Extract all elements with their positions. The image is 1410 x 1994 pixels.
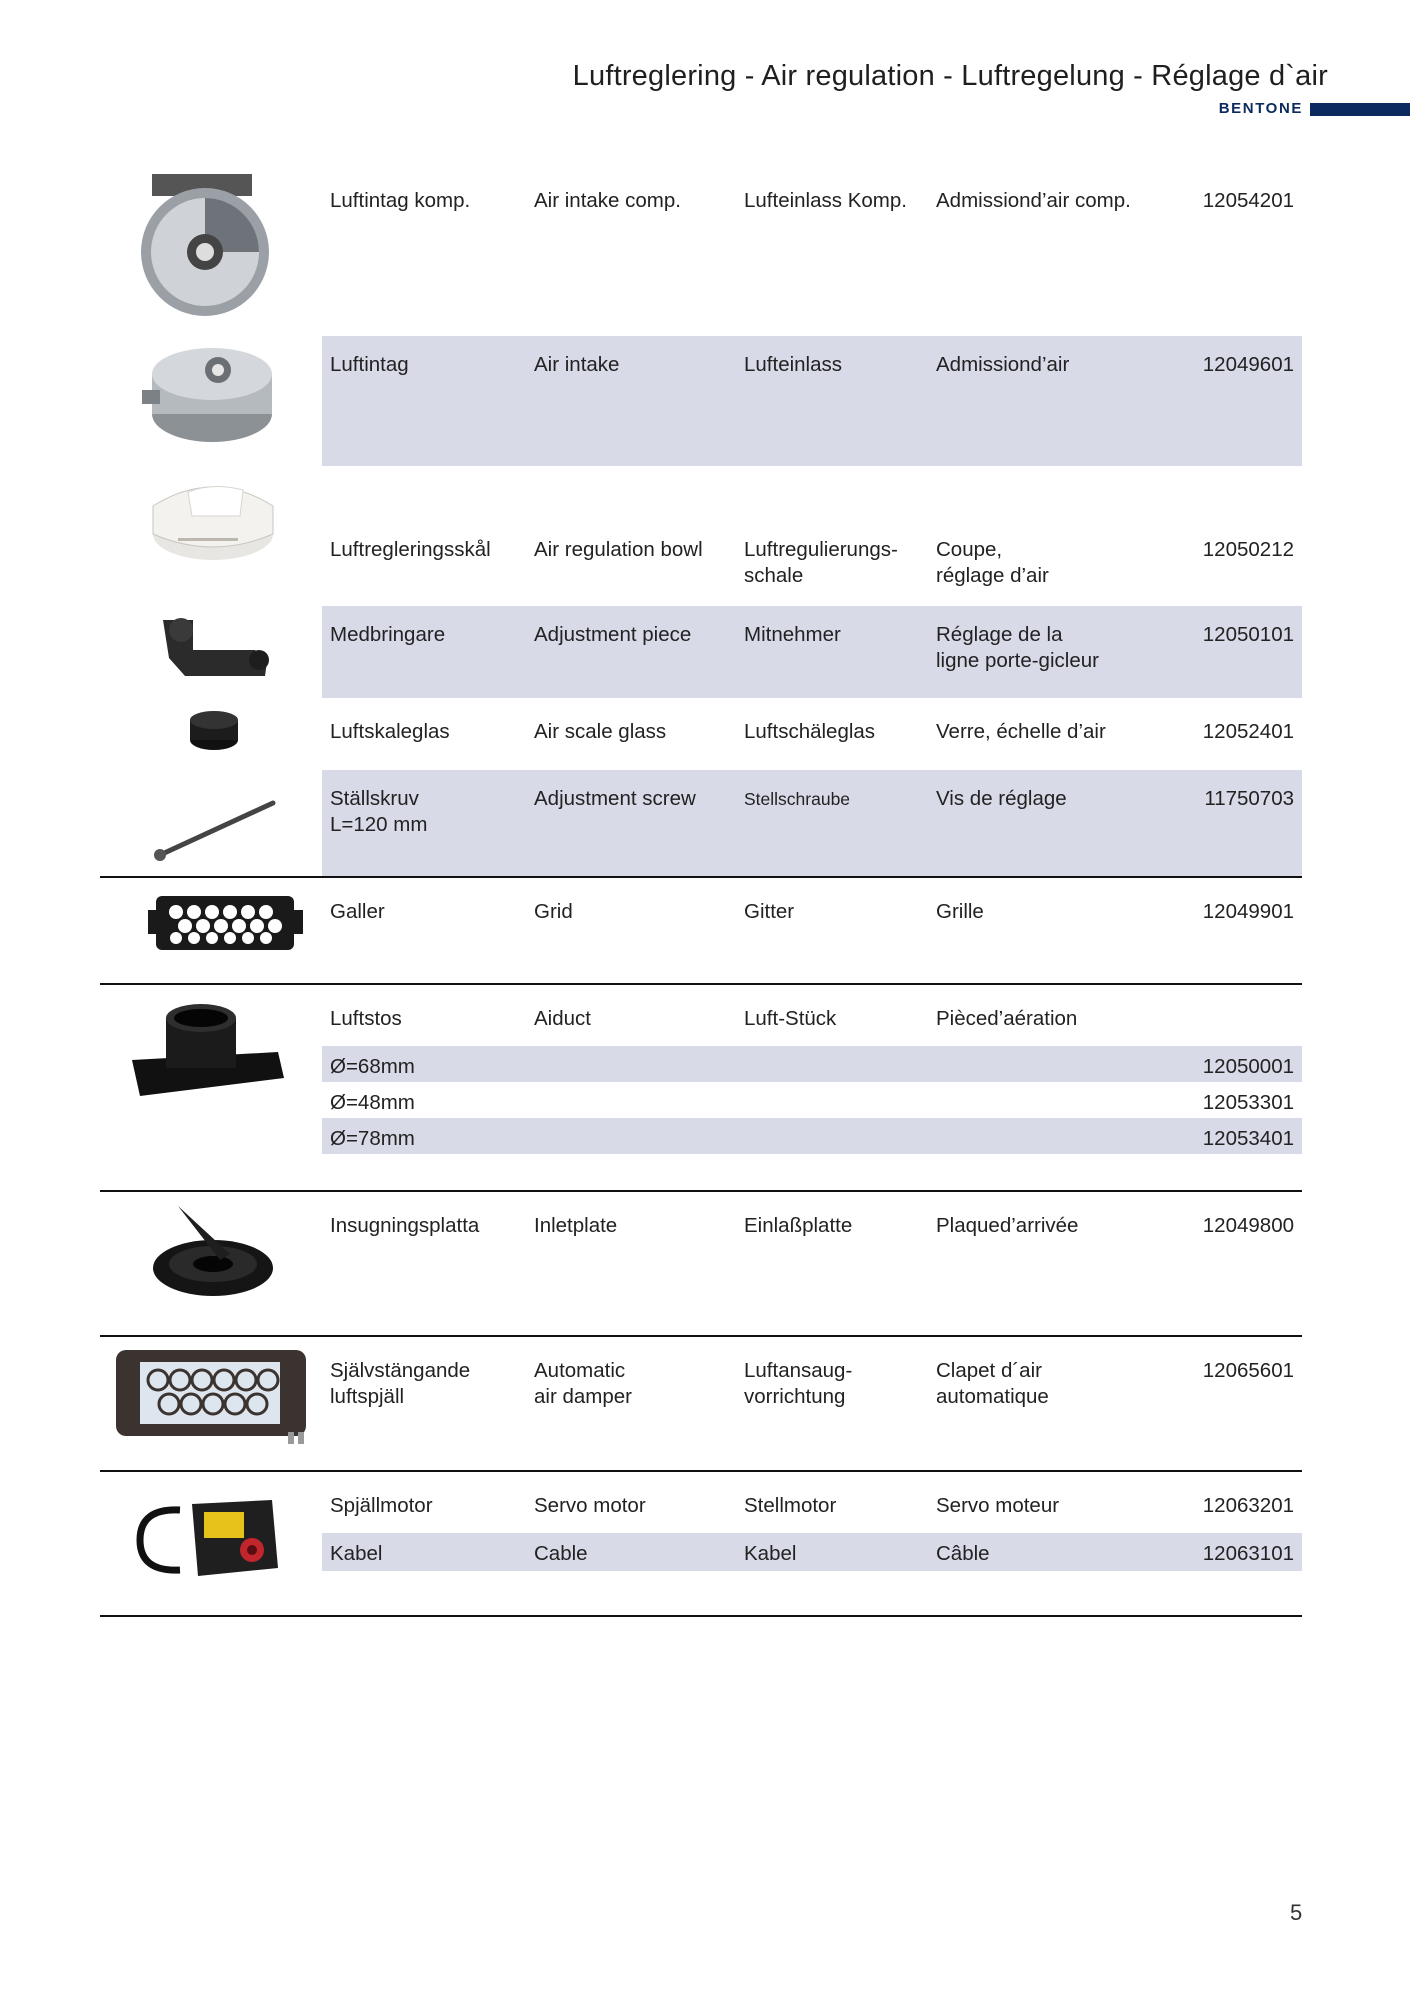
cell-de: Luftregulierungs- schale [744, 538, 898, 587]
adjustment-piece-image [155, 610, 275, 685]
cell-de: Mitnehmer [744, 623, 841, 646]
cell-art: 12065601 [1202, 1359, 1294, 1382]
cell-fr: Pièced’aération [936, 1007, 1078, 1030]
cell-art: 12050212 [1202, 538, 1294, 561]
cell-art: 12049800 [1202, 1214, 1294, 1237]
cell-fr: Servo moteur [936, 1494, 1060, 1517]
cell-art: 12054201 [1202, 189, 1294, 212]
cell-art: 12050001 [1202, 1055, 1294, 1078]
table-row [322, 990, 1302, 1046]
cell-fr: Vis de réglage [936, 787, 1067, 810]
cell-fr: Câble [936, 1542, 990, 1565]
cell-art: 12063101 [1202, 1542, 1294, 1565]
cell-art: 12063201 [1202, 1494, 1294, 1517]
cell-fr: Réglage de la ligne porte-gicleur [936, 623, 1099, 672]
cell-en: Adjustment piece [534, 623, 692, 646]
adjustment-screw-image [148, 795, 278, 865]
cell-art: 12052401 [1202, 720, 1294, 743]
table-row [322, 1118, 1302, 1154]
cell-art: 12049601 [1202, 353, 1294, 376]
inlet-plate-image [148, 1200, 283, 1300]
brand-bar [1310, 103, 1410, 116]
cell-en: Air scale glass [534, 720, 667, 743]
cell-en: Automatic air damper [534, 1359, 632, 1408]
divider [100, 983, 1302, 985]
cell-sv: Ställskruv L=120 mm [330, 787, 428, 836]
page-number: 5 [1290, 1900, 1303, 1925]
table-row [322, 703, 1302, 763]
cell-sv: Ø=68mm [330, 1055, 415, 1078]
automatic-air-damper-image [112, 1342, 312, 1447]
divider [100, 1615, 1302, 1617]
cell-de: Luft-Stück [744, 1007, 837, 1030]
cell-sv: Luftstos [330, 1007, 402, 1030]
cell-sv: Ø=78mm [330, 1127, 415, 1150]
cell-fr: Verre, échelle d’air [936, 720, 1106, 743]
air-intake-comp-image [140, 172, 285, 320]
cell-sv: Kabel [330, 1542, 383, 1565]
cell-fr: Plaqued’arrivée [936, 1214, 1079, 1237]
air-regulation-bowl-image [148, 476, 278, 566]
divider [100, 1470, 1302, 1472]
table-row [322, 1342, 1302, 1432]
table-row [322, 1477, 1302, 1533]
cell-de: Luftschäleglas [744, 720, 876, 743]
cell-en: Servo motor [534, 1494, 646, 1517]
table-row [322, 336, 1302, 466]
table-row [322, 1533, 1302, 1571]
cell-sv: Medbringare [330, 623, 446, 646]
servo-motor-image [132, 1490, 282, 1590]
air-intake-image [140, 342, 280, 452]
air-scale-glass-image [188, 710, 240, 752]
cell-art: 12053301 [1202, 1091, 1294, 1114]
cell-en: Adjustment screw [534, 787, 696, 810]
cell-en: Cable [534, 1542, 588, 1565]
cell-sv: Spjällmotor [330, 1494, 433, 1517]
cell-art: 12049901 [1202, 900, 1294, 923]
cell-fr: Admissiond’air comp. [936, 189, 1131, 212]
divider [100, 1335, 1302, 1337]
cell-en: Inletplate [534, 1214, 618, 1237]
grid-image [148, 888, 303, 958]
cell-de: Stellschraube [744, 789, 851, 809]
table-row [322, 883, 1302, 953]
cell-sv: Luftregleringsskål [330, 538, 491, 561]
cell-de: Lufteinlass [744, 353, 843, 376]
cell-en: Air intake [534, 353, 620, 376]
divider [100, 1190, 1302, 1192]
cell-fr: Grille [936, 900, 984, 923]
cell-en: Aiduct [534, 1007, 591, 1030]
table-row [322, 1197, 1302, 1277]
cell-de: Gitter [744, 900, 795, 923]
cell-sv: Luftintag komp. [330, 189, 471, 212]
page-title: Luftreglering - Air regulation - Luftregelung - Réglage d`air [572, 60, 1328, 92]
table-row [322, 770, 1302, 876]
cell-sv: Självstängande luftspjäll [330, 1359, 471, 1408]
cell-sv: Luftskaleglas [330, 720, 450, 743]
cell-art: 12053401 [1202, 1127, 1294, 1150]
cell-fr: Coupe, réglage d’air [936, 538, 1049, 587]
table-row [322, 1082, 1302, 1118]
cell-de: Luftansaug- vorrichtung [744, 1359, 853, 1408]
cell-de: Lufteinlass Komp. [744, 189, 907, 212]
cell-sv: Galler [330, 900, 385, 923]
cell-fr: Clapet d´air automatique [936, 1359, 1049, 1408]
divider [100, 876, 1302, 878]
cell-en: Grid [534, 900, 573, 923]
cell-de: Stellmotor [744, 1494, 837, 1517]
cell-de: Kabel [744, 1542, 797, 1565]
table-row [322, 606, 1302, 698]
cell-fr: Admissiond’air [936, 353, 1070, 376]
brand-logo: BENTONE [1218, 100, 1303, 117]
table-row [322, 521, 1302, 601]
cell-sv: Luftintag [330, 353, 409, 376]
table-row [322, 1046, 1302, 1082]
cell-sv: Ø=48mm [330, 1091, 415, 1114]
cell-sv: Insugningsplatta [330, 1214, 480, 1237]
cell-de: Einlaßplatte [744, 1214, 853, 1237]
air-duct-image [128, 998, 288, 1103]
cell-art: 12050101 [1202, 623, 1294, 646]
cell-en: Air intake comp. [534, 189, 681, 212]
table-row [322, 172, 1302, 322]
cell-en: Air regulation bowl [534, 538, 703, 561]
cell-art: 11750703 [1204, 787, 1294, 810]
